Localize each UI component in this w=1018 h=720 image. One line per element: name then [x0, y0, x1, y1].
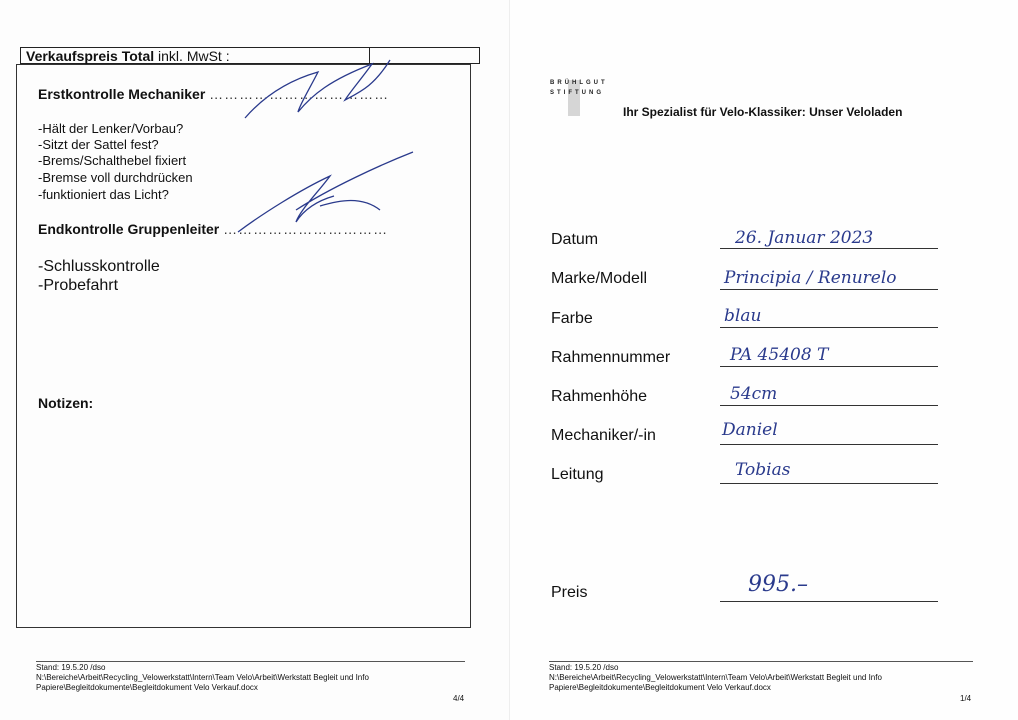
check-item-saddle: -Sitzt der Sattel fest?	[38, 137, 159, 152]
logo-line-2: STIFTUNG	[550, 90, 604, 96]
total-price-label: Verkaufspreis Total inkl. MwSt :	[26, 48, 230, 64]
check-item-handlebar: -Hält der Lenker/Vorbau?	[38, 121, 184, 136]
final-item-testride: -Probefahrt	[38, 277, 119, 294]
field-label-model: Marke/Modell	[551, 270, 648, 287]
check-item-brake: -Bremse voll durchdrücken	[38, 170, 193, 185]
logo-line-1: BRÜHLGUT	[550, 80, 608, 86]
field-value-color: blau	[724, 306, 762, 326]
total-price-box	[20, 47, 480, 64]
field-label-mechanic: Mechaniker/-in	[551, 427, 656, 444]
page-number: 4/4	[453, 694, 465, 703]
field-label-date: Datum	[551, 231, 599, 248]
footer: Stand: 19.5.20 /dso N:\Bereiche\Arbeit\Recycling_Velowerkstatt\Intern\Team Velo\Arbeit\Werkstatt Begleit und Info Papiere\Begleitdokumente\Begleitdokument Velo Verkauf.docx	[36, 663, 369, 692]
field-line-lead	[720, 483, 938, 484]
field-value-model: Principia / Renurelo	[724, 268, 897, 288]
field-value-frame-number: PA 45408 T	[730, 345, 829, 365]
page-number-right: 1/4	[960, 694, 972, 703]
field-line-date	[720, 248, 938, 249]
field-label-price: Preis	[551, 584, 588, 601]
check-item-light: -funktioniert das Licht?	[38, 187, 169, 202]
field-label-color: Farbe	[551, 310, 593, 327]
field-line-model	[720, 289, 938, 290]
field-line-mechanic	[720, 444, 938, 445]
field-value-date: 26. Januar 2023	[735, 228, 874, 248]
field-value-frame-height: 54cm	[730, 384, 778, 404]
field-label-frame-height: Rahmenhöhe	[551, 388, 648, 405]
total-price-divider	[369, 48, 370, 64]
footer-right: Stand: 19.5.20 /dso N:\Bereiche\Arbeit\Recycling_Velowerkstatt\Intern\Team Velo\Arbeit\Werkstatt Begleit und Info Papiere\Begleitdokumente\Begleitdokument Velo Verkauf.docx	[549, 663, 882, 692]
field-value-lead: Tobias	[735, 460, 791, 480]
final-check-heading: Endkontrolle Gruppenleiter ……………………………	[38, 221, 389, 237]
field-line-frame-height	[720, 405, 938, 406]
field-line-color	[720, 327, 938, 328]
bruehlgut-logo	[550, 78, 622, 116]
field-value-price: 995.–	[748, 572, 808, 597]
field-line-frame-number	[720, 366, 938, 367]
field-line-price	[720, 601, 938, 602]
check-item-levers: -Brems/Schalthebel fixiert	[38, 153, 187, 168]
notes-label: Notizen:	[38, 395, 94, 411]
field-label-frame-number: Rahmennummer	[551, 349, 671, 366]
final-item-check: -Schlusskontrolle	[38, 258, 160, 275]
first-check-heading: Erstkontrolle Mechaniker ………………………………	[38, 86, 390, 102]
field-label-lead: Leitung	[551, 466, 604, 483]
field-value-mechanic: Daniel	[722, 420, 778, 440]
footer-rule	[36, 661, 465, 662]
tagline: Ihr Spezialist für Velo-Klassiker: Unser Veloladen	[623, 105, 903, 119]
footer-rule-right	[549, 661, 973, 662]
